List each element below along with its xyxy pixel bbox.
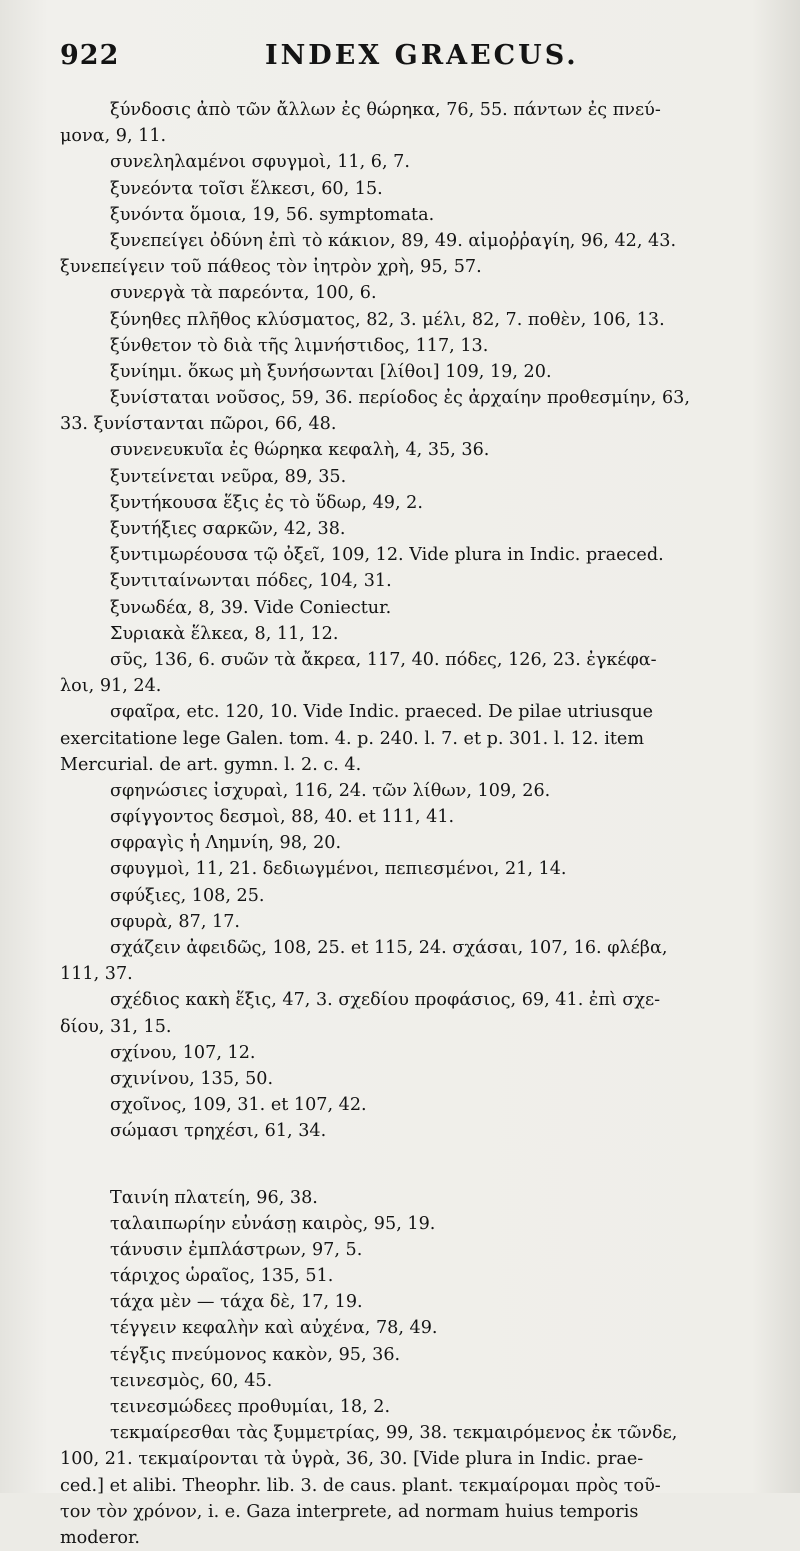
section-gap bbox=[60, 1145, 760, 1185]
index-entry-line: συνενευκυῖα ἐς θώρηκα κεφαλὴ, 4, 35, 36. bbox=[110, 440, 490, 461]
index-entry-line: ξυνίσταται νοῦσος, 59, 36. περίοδος ἐς ἀρχαίην προθεσμίην, 63, bbox=[110, 388, 690, 409]
index-entry-line: σχοῖνος, 109, 31. et 107, 42. bbox=[110, 1095, 367, 1116]
index-entry-line: ξύνηθες πλῆθος κλύσματος, 82, 3. μέλι, 82, 7. ποθὲν, 106, 13. bbox=[110, 309, 665, 330]
page-header bbox=[60, 40, 760, 84]
index-entry-line: τεινεσμὸς, 60, 45. bbox=[110, 1370, 273, 1391]
index-entry-line: σῦς, 136, 6. συῶν τὰ ἄκρεα, 117, 40. πόδες, 126, 23. ἐγκέφα- bbox=[110, 649, 657, 670]
index-entry-line: ξυντήκουσα ἕξις ἐς τὸ ὕδωρ, 49, 2. bbox=[110, 492, 423, 513]
index-entry-line: σχάζειν ἀφειδῶς, 108, 25. et 115, 24. σχάσαι, 107, 16. φλέβα, bbox=[110, 938, 668, 958]
index-entry-line: Συριακὰ ἕλκεα, 8, 11, 12. bbox=[110, 623, 339, 644]
index-entry-line: ξυντιταίνωνται πόδες, 104, 31. bbox=[110, 571, 392, 592]
index-continuation-line: 100, 21. τεκμαίρονται τὰ ὑγρὰ, 36, 30. [Vide plura in Indic. prae- bbox=[60, 1449, 644, 1470]
index-entry-line: σώμασι τρηχέσι, 61, 34. bbox=[110, 1121, 327, 1142]
index-entries bbox=[60, 97, 760, 1551]
index-continuation-line: exercitatione lege Galen. tom. 4. p. 240. l. 7. et p. 301. l. 12. item bbox=[60, 728, 645, 749]
index-entry-line: σφυρὰ, 87, 17. bbox=[110, 911, 240, 932]
index-entry-line: ξυνεόντα τοῖσι ἕλκεσι, 60, 15. bbox=[110, 178, 383, 199]
index-entry-line: τάνυσιν ἐμπλάστρων, 97, 5. bbox=[110, 1239, 363, 1260]
index-entry-line: σφαῖρα, etc. 120, 10. Vide Indic. praeced. De pilae utriusque bbox=[110, 702, 654, 723]
index-entry-line: ταλαιπωρίην εὐνάσῃ καιρὸς, 95, 19. bbox=[110, 1213, 436, 1234]
index-entry-line: τεκμαίρεσθαι τὰς ξυμμετρίας, 99, 38. τεκμαιρόμενος ἐκ τῶνδε, bbox=[110, 1423, 678, 1444]
running-head: INDEX GRAECUS. bbox=[265, 40, 579, 71]
index-continuation-line: μονα, 9, 11. bbox=[60, 126, 167, 147]
index-continuation-line: moderor. bbox=[60, 1527, 141, 1548]
index-entry-line: ξυνωδέα, 8, 39. Vide Coniectur. bbox=[110, 597, 392, 618]
index-continuation-line: λοι, 91, 24. bbox=[60, 676, 162, 697]
index-entry-line: σφηνώσιες ἰσχυραὶ, 116, 24. τῶν λίθων, 109, 26. bbox=[110, 780, 551, 801]
index-entry-line: σφυγμοὶ, 11, 21. δεδιωγμένοι, πεπιεσμένοι, 21, 14. bbox=[110, 859, 567, 880]
index-entry-line: ξυνόντα ὅμοια, 19, 56. symptomata. bbox=[110, 204, 435, 225]
index-entry-line: τέγξις πνεύμονος κακὸν, 95, 36. bbox=[110, 1344, 401, 1365]
index-entry-line: σχίνου, 107, 12. bbox=[110, 1042, 256, 1063]
index-entry-line: ξυνεπείγει ὀδύνη ἐπὶ τὸ κάκιον, 89, 49. αἱμοῤῥαγίη, 96, 42, 43. bbox=[110, 230, 677, 251]
index-entry-line: σφίγγοντος δεσμοὶ, 88, 40. et 111, 41. bbox=[110, 807, 455, 828]
index-continuation-line: 111, 37. bbox=[60, 964, 133, 985]
page-number: 922 bbox=[60, 40, 120, 71]
index-entry-line: σχέδιος κακὴ ἕξις, 47, 3. σχεδίου προφάσιος, 69, 41. ἐπὶ σχε- bbox=[110, 990, 661, 1011]
index-entry-line: τέγγειν κεφαλὴν καὶ αὐχένα, 78, 49. bbox=[110, 1318, 438, 1339]
index-continuation-line: 33. ξυνίστανται πῶροι, 66, 48. bbox=[60, 414, 337, 435]
index-entry-line: συνεργὰ τὰ παρεόντα, 100, 6. bbox=[110, 283, 377, 304]
index-entry-line: σφύξιες, 108, 25. bbox=[110, 885, 265, 906]
index-continuation-line: δίου, 31, 15. bbox=[60, 1016, 172, 1037]
index-entry-line: ξύνθετον τὸ διὰ τῆς λιμνήστιδος, 117, 13. bbox=[110, 335, 489, 356]
index-entry-line: ξυντείνεται νεῦρα, 89, 35. bbox=[110, 466, 347, 487]
index-entry-line: τάριχος ὡραῖος, 135, 51. bbox=[110, 1266, 334, 1287]
index-continuation-line: ced.] et alibi. Theophr. lib. 3. de caus. plant. τεκμαίρομαι πρὸς τοῦ- bbox=[60, 1475, 661, 1496]
index-entry-line: ξυντήξιες σαρκῶν, 42, 38. bbox=[110, 519, 346, 539]
index-entry-line: συνεληλαμένοι σφυγμοὶ, 11, 6, 7. bbox=[110, 152, 410, 173]
index-continuation-line: ξυνεπείγειν τοῦ πάθεος τὸν ἰητρὸν χρὴ, 95, 57. bbox=[60, 257, 482, 278]
index-entry-line: τεινεσμώδεες προθυμίαι, 18, 2. bbox=[110, 1397, 391, 1417]
index-entry-line: Ταινίη πλατείη, 96, 38. bbox=[110, 1187, 318, 1208]
index-entry-line: ξυντιμωρέουσα τῷ ὀξεῖ, 109, 12. Vide plura in Indic. praeced. bbox=[110, 545, 664, 566]
index-continuation-line: τον τὸν χρόνον, i. e. Gaza interprete, ad normam huius temporis bbox=[60, 1501, 639, 1522]
index-entry-line: ξύνδοσις ἀπὸ τῶν ἄλλων ἐς θώρηκα, 76, 55. πάντων ἐς πνεύ- bbox=[110, 100, 661, 120]
index-continuation-line: Mercurial. de art. gymn. l. 2. c. 4. bbox=[60, 754, 362, 775]
index-entry-line: σχινίνου, 135, 50. bbox=[110, 1068, 274, 1089]
index-entry-line: τάχα μὲν — τάχα δὲ, 17, 19. bbox=[110, 1292, 363, 1313]
index-entry-line: σφραγὶς ἡ Λημνίη, 98, 20. bbox=[110, 833, 342, 854]
index-entry-line: ξυνίημι. ὅκως μὴ ξυνήσωνται [λίθοι] 109, 19, 20. bbox=[110, 361, 552, 382]
